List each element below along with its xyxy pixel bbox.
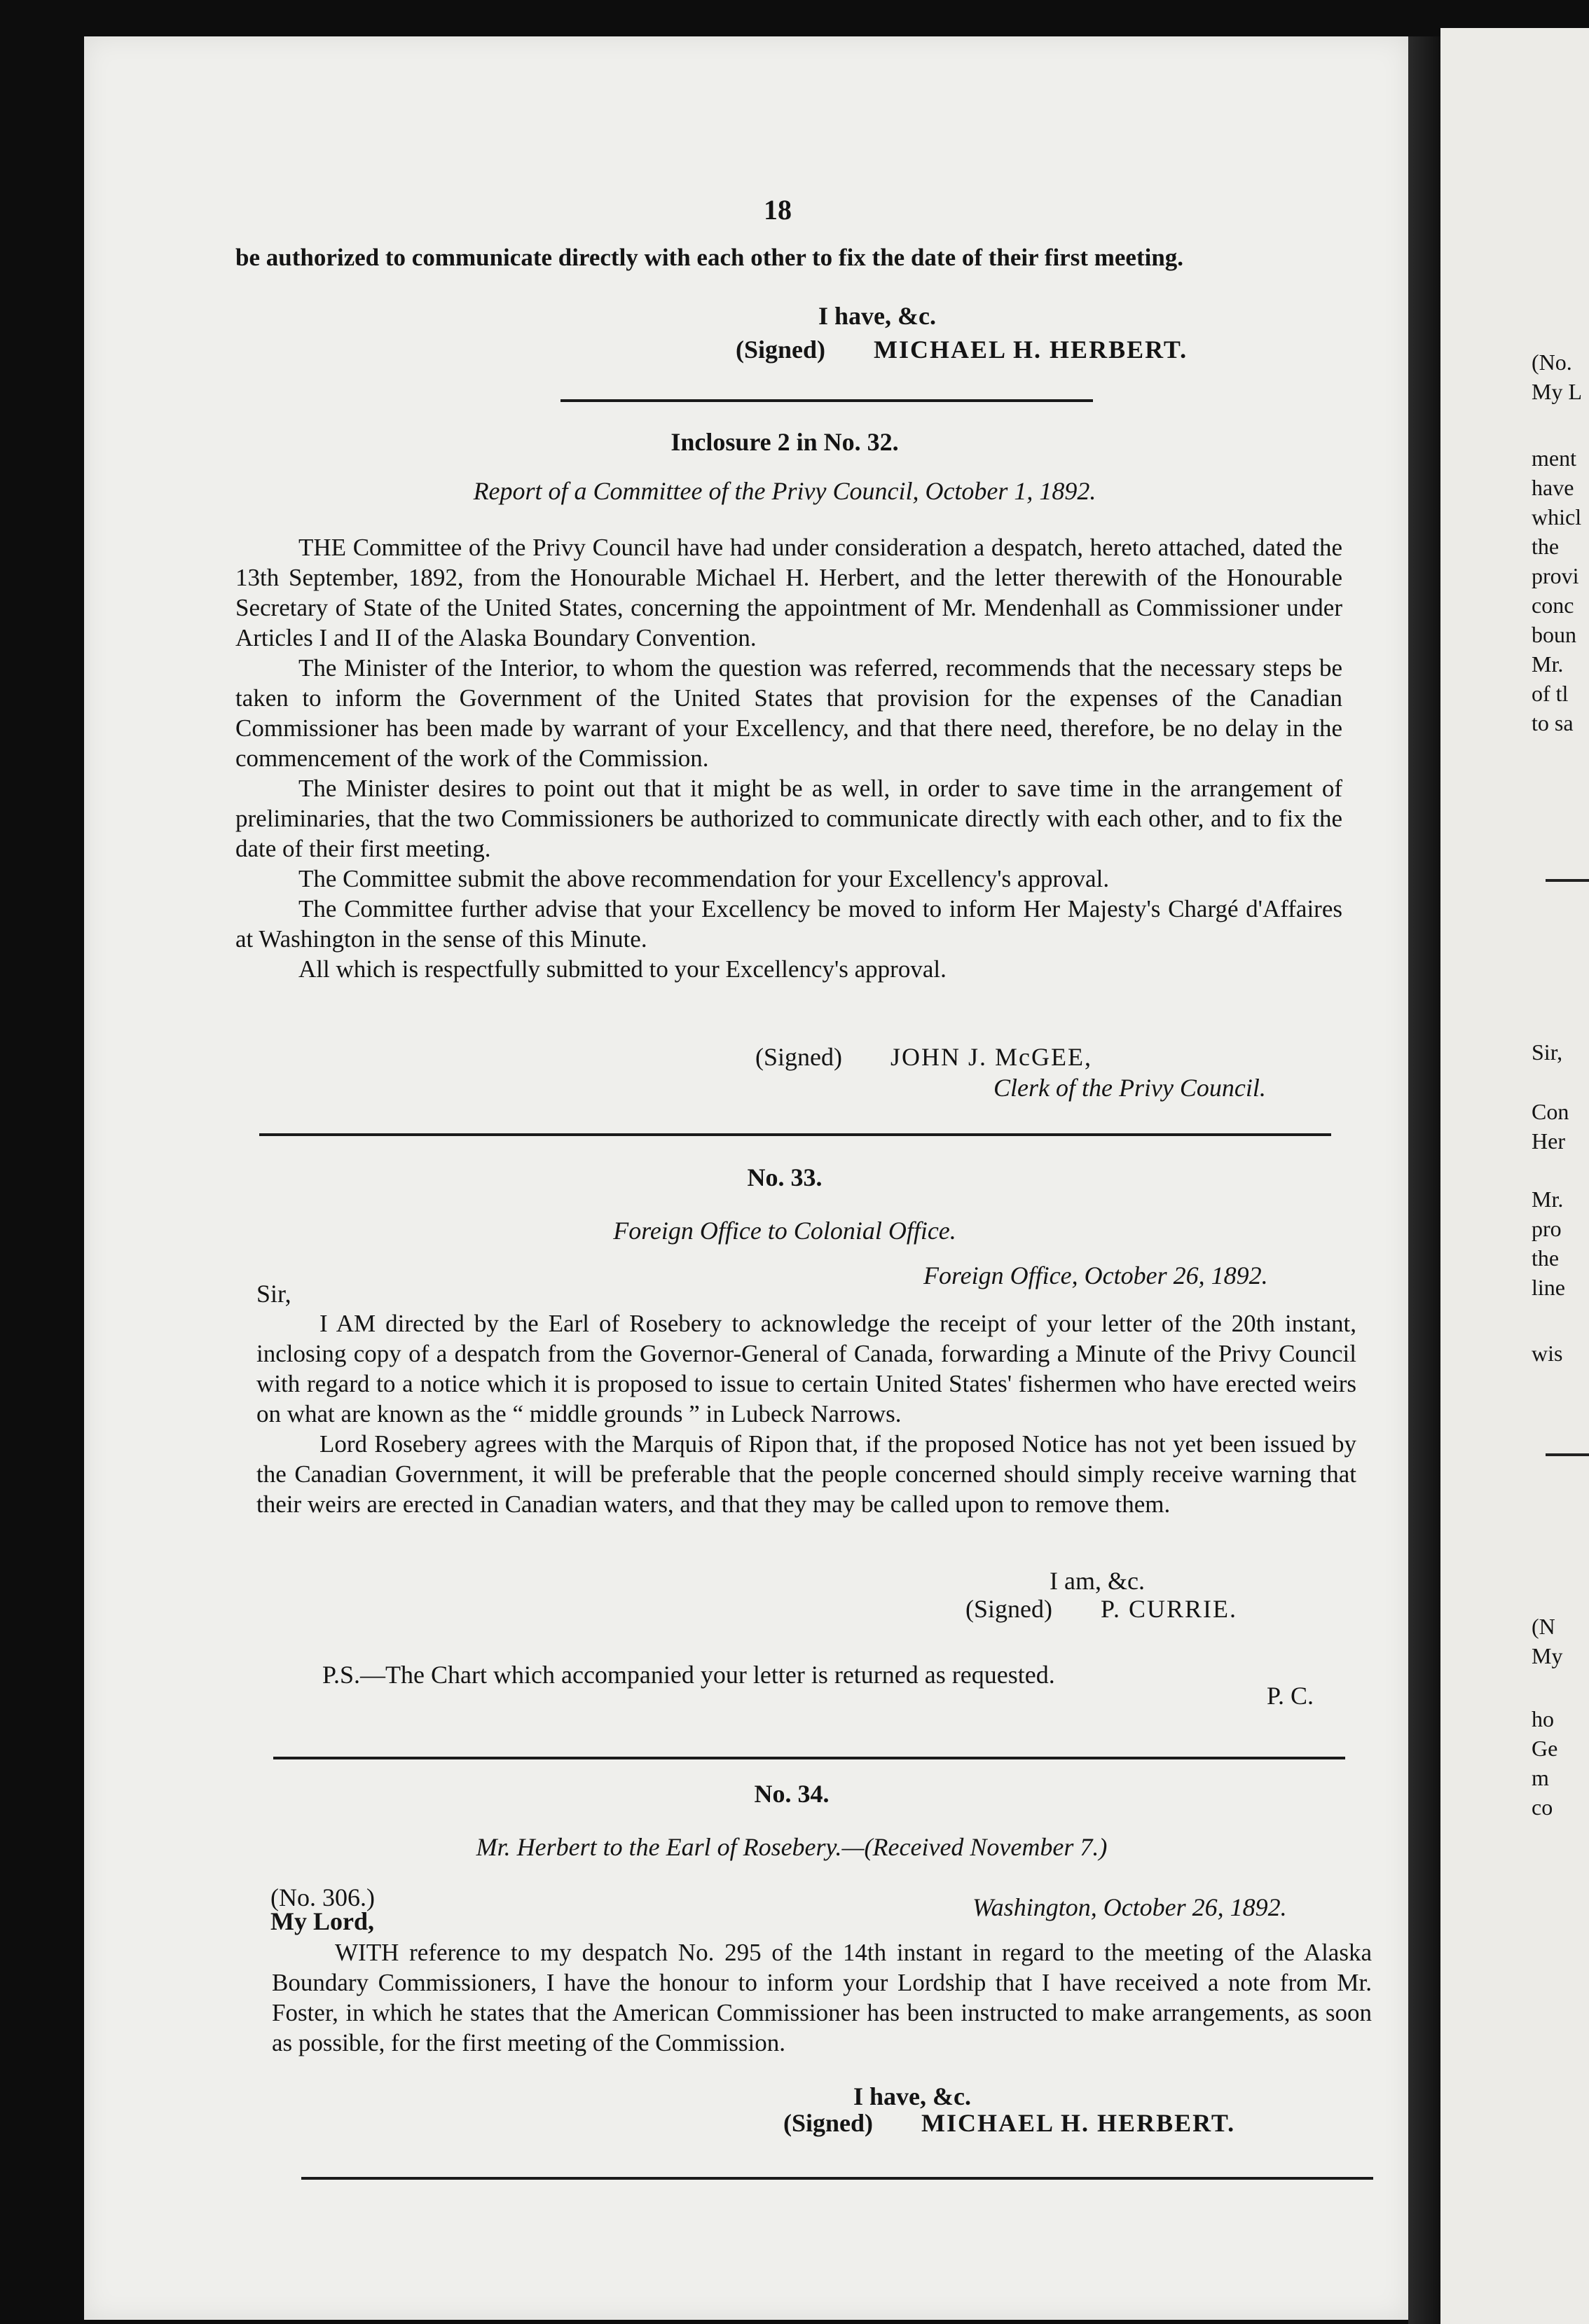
inclosure-paragraph: The Committee submit the above recommendation for your Excellency's approval. — [298, 865, 1110, 892]
signed-label: (Signed) — [736, 336, 826, 364]
adjacent-text: Mr. — [1532, 1187, 1564, 1212]
no33-signature-line — [965, 1594, 1237, 1624]
no34-despatch-number: (No. 306.) — [270, 1883, 375, 1911]
inclosure-body — [235, 532, 1342, 984]
no33-heading: No. 33. — [747, 1163, 823, 1191]
book-gutter — [1408, 36, 1440, 2324]
no33-paragraph: Lord Rosebery agrees with the Marquis of Ripon that, if the proposed Notice has not yet been issued by the Canadian Government, it will be preferable that the people concerned should simply receive warning that their weirs are erected in Canadian waters, and that they may be called upon to remove them. — [256, 1430, 1356, 1518]
inclosure-heading: Inclosure 2 in No. 32. — [670, 428, 899, 456]
signed-label: (Signed) — [783, 2109, 874, 2137]
signature-name: MICHAEL H. HERBERT. — [921, 2109, 1236, 2137]
no33-paragraph: I AM directed by the Earl of Rosebery to acknowledge the receipt of your letter of the 20th instant, inclosing copy of a despatch from the Governor-General of Canada, forwarding a Minute of the Privy Council with regard to a notice which it is proposed to issue to certain United States' fishermen who have erected weirs on what are known as the “ middle grounds ” in Lubeck Narrows. — [256, 1310, 1356, 1427]
adjacent-text: of tl — [1532, 681, 1569, 706]
adjacent-text: co — [1532, 1794, 1553, 1820]
adjacent-text: line — [1532, 1275, 1565, 1300]
adjacent-text: Ge — [1532, 1736, 1558, 1761]
adjacent-text: pro — [1532, 1216, 1562, 1241]
signed-label: (Signed) — [755, 1043, 842, 1071]
adjacent-text: the — [1532, 1245, 1560, 1271]
inclosure-paragraph: The Committee further advise that your Excellency be moved to inform Her Majesty's Chargé d'Affaires at Washington in the sense of this Minute. — [235, 895, 1342, 953]
no33-postscript-initials: P. C. — [1267, 1682, 1314, 1710]
adjacent-text: wis — [1532, 1341, 1563, 1366]
adjacent-text: Her — [1532, 1128, 1565, 1154]
adjacent-text: ment — [1532, 445, 1576, 471]
adjacent-text: (N — [1532, 1614, 1555, 1639]
adjacent-page-fragment — [1440, 28, 1589, 2324]
section-rule — [301, 2177, 1373, 2180]
adjacent-text: Mr. — [1532, 651, 1564, 677]
adjacent-text: (No. — [1532, 350, 1572, 375]
signature-title: Clerk of the Privy Council. — [993, 1074, 1266, 1102]
inclosure-signature-line — [755, 1042, 1092, 1072]
inclosure-paragraph: All which is respectfully submitted to your Excellency's approval. — [298, 955, 947, 983]
adjacent-text: My — [1532, 1643, 1563, 1668]
signature-name: P. CURRIE. — [1100, 1595, 1238, 1623]
adjacent-text: Con — [1532, 1099, 1569, 1124]
no33-closing: I am, &c. — [1050, 1567, 1145, 1595]
adjacent-text: to sa — [1532, 710, 1574, 735]
no33-postscript: P.S.—The Chart which accompanied your letter is returned as requested. — [322, 1661, 1055, 1689]
signed-label: (Signed) — [965, 1595, 1052, 1623]
signature-name: MICHAEL H. HERBERT. — [874, 336, 1188, 364]
adjacent-text: boun — [1532, 622, 1576, 647]
inclosure-paragraph: The Minister of the Interior, to whom the question was referred, recommends that the necessary steps be taken to inform the Government of the United States that provision for the expenses of the Canadian Commissioner has been made by warrant of your Excellency, and that there need, therefore, be no delay in the commencement of the work of the Commission. — [235, 654, 1342, 772]
adjacent-text: provi — [1532, 563, 1579, 588]
inclosure-subtitle: Report of a Committee of the Privy Council, October 1, 1892. — [473, 477, 1096, 505]
page-number: 18 — [764, 194, 792, 226]
adjacent-text: conc — [1532, 593, 1574, 618]
carryover-text: be authorized to communicate directly with each other to fix the date of their first meeting. — [235, 244, 1184, 271]
adjacent-text: ho — [1532, 1706, 1554, 1731]
carryover-closing: I have, &c. — [818, 302, 936, 330]
no34-signature-line — [783, 2108, 1235, 2138]
no34-body — [272, 1937, 1372, 2058]
no33-place-date: Foreign Office, October 26, 1892. — [923, 1261, 1268, 1289]
adjacent-rule — [1546, 879, 1589, 882]
carryover-signature-line — [736, 335, 1188, 364]
no34-salutation: My Lord, — [270, 1907, 374, 1935]
signature-name: JOHN J. McGEE, — [890, 1043, 1092, 1071]
carryover-paragraph — [235, 242, 1335, 272]
adjacent-text: Sir, — [1532, 1039, 1563, 1065]
adjacent-rule — [1546, 1453, 1589, 1456]
adjacent-text: My L — [1532, 379, 1582, 404]
no34-place-date: Washington, October 26, 1892. — [972, 1893, 1287, 1921]
section-rule — [259, 1133, 1331, 1136]
inclosure-paragraph: THE Committee of the Privy Council have had under consideration a despatch, hereto attached, dated the 13th September, 1892, from the Honourable Michael H. Herbert, and the letter therewith of the Honourable Secretary of State of the United States, concerning the appointment of Mr. Mendenhall as Commissioner under Articles I and II of the Alaska Boundary Convention. — [235, 534, 1342, 651]
section-rule — [273, 1757, 1345, 1759]
adjacent-text: m — [1532, 1765, 1549, 1790]
no34-paragraph: WITH reference to my despatch No. 295 of the 14th instant in regard to the meeting of the Alaska Boundary Commissioners, I have the honour to inform your Lordship that I have received a note from Mr. Foster, in which he states that the American Commissioner has been instructed to make arrangements, as soon as possible, for the first meeting of the Commission. — [272, 1939, 1372, 2056]
no33-salutation: Sir, — [256, 1280, 291, 1308]
inclosure-paragraph: The Minister desires to point out that it might be as well, in order to save time in the arrangement of preliminaries, that the two Commissioners be authorized to communicate directly with each other, and to fix the date of their first meeting. — [235, 775, 1342, 862]
no34-subtitle: Mr. Herbert to the Earl of Rosebery.—(Received November 7.) — [476, 1833, 1108, 1861]
no33-subtitle: Foreign Office to Colonial Office. — [613, 1217, 956, 1245]
no33-body — [256, 1308, 1356, 1519]
adjacent-text: the — [1532, 534, 1560, 559]
adjacent-text: have — [1532, 475, 1574, 500]
no34-heading: No. 34. — [754, 1780, 830, 1808]
adjacent-text: whicl — [1532, 504, 1582, 530]
no34-closing: I have, &c. — [853, 2082, 971, 2110]
section-rule — [560, 399, 1093, 402]
